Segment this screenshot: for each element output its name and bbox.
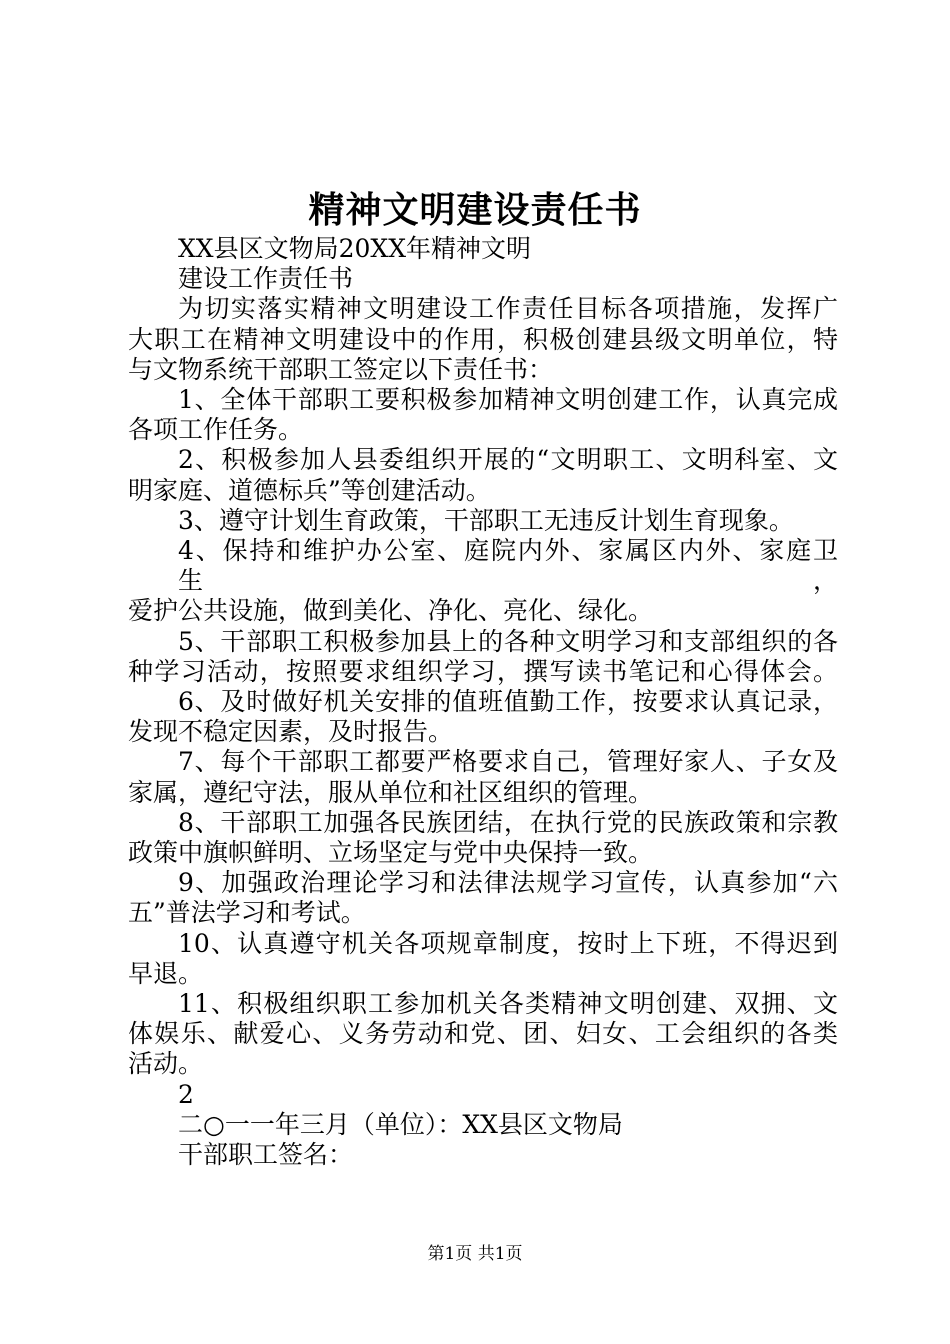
body-line: 大职工在精神文明建设中的作用，积极创建县级文明单位，特 xyxy=(128,324,838,354)
body-line: 7、每个干部职工都要严格要求自己，管理好家人、子女及 xyxy=(178,747,838,777)
document-title: 精神文明建设责任书 xyxy=(308,189,642,231)
body-line: 1、全体干部职工要积极参加精神文明创建工作，认真完成 xyxy=(178,385,838,415)
body-line: 活动。 xyxy=(128,1049,204,1079)
body-line: 2、积极参加人县委组织开展的“文明职工、文明科室、文 xyxy=(178,445,838,475)
body-line: 干部职工签名： xyxy=(178,1140,354,1170)
body-line: 建设工作责任书 xyxy=(178,264,354,294)
body-line: XX县区文物局20XX年精神文明 xyxy=(178,234,532,263)
body-line: 各项工作任务。 xyxy=(128,415,304,445)
body-line: 8、干部职工加强各民族团结，在执行党的民族政策和宗教 xyxy=(178,807,838,837)
page-footer: 第1页 共1页 xyxy=(427,1244,523,1264)
body-line: 4、保持和维护办公室、庭院内外、家属区内外、家庭卫生， xyxy=(178,536,838,596)
body-line: 明家庭、道德标兵”等创建活动。 xyxy=(128,475,491,505)
body-line: 政策中旗帜鲜明、立场坚定与党中央保持一致。 xyxy=(128,838,654,868)
body-line: 为切实落实精神文明建设工作责任目标各项措施，发挥广 xyxy=(178,294,838,324)
document-body xyxy=(128,234,838,1170)
body-line: 家属，遵纪守法，服从单位和社区组织的管理。 xyxy=(128,777,654,807)
body-line: 种学习活动，按照要求组织学习，撰写读书笔记和心得体会。 xyxy=(128,656,838,686)
body-line: 3、遵守计划生育政策，干部职工无违反计划生育现象。 xyxy=(178,505,794,535)
body-line: 爱护公共设施，做到美化、净化、亮化、绿化。 xyxy=(128,596,654,626)
body-line: 二○一一年三月（单位）：XX县区文物局 xyxy=(178,1109,623,1139)
body-line: 2 xyxy=(178,1079,194,1109)
body-line: 5、干部职工积极参加县上的各种文明学习和支部组织的各 xyxy=(178,626,838,656)
body-line: 五”普法学习和考试。 xyxy=(128,898,366,928)
body-line: 早退。 xyxy=(128,958,204,988)
body-line: 11、积极组织职工参加机关各类精神文明创建、双拥、文 xyxy=(178,989,838,1019)
body-line: 发现不稳定因素，及时报告。 xyxy=(128,717,454,747)
body-line: 6、及时做好机关安排的值班值勤工作，按要求认真记录， xyxy=(178,687,838,717)
body-line: 与文物系统干部职工签定以下责任书： xyxy=(128,354,554,384)
body-line: 9、加强政治理论学习和法律法规学习宣传，认真参加“六 xyxy=(178,868,838,898)
body-line: 体娱乐、献爱心、义务劳动和党、团、妇女、工会组织的各类 xyxy=(128,1019,838,1049)
body-line: 10、认真遵守机关各项规章制度，按时上下班，不得迟到 xyxy=(178,928,838,958)
